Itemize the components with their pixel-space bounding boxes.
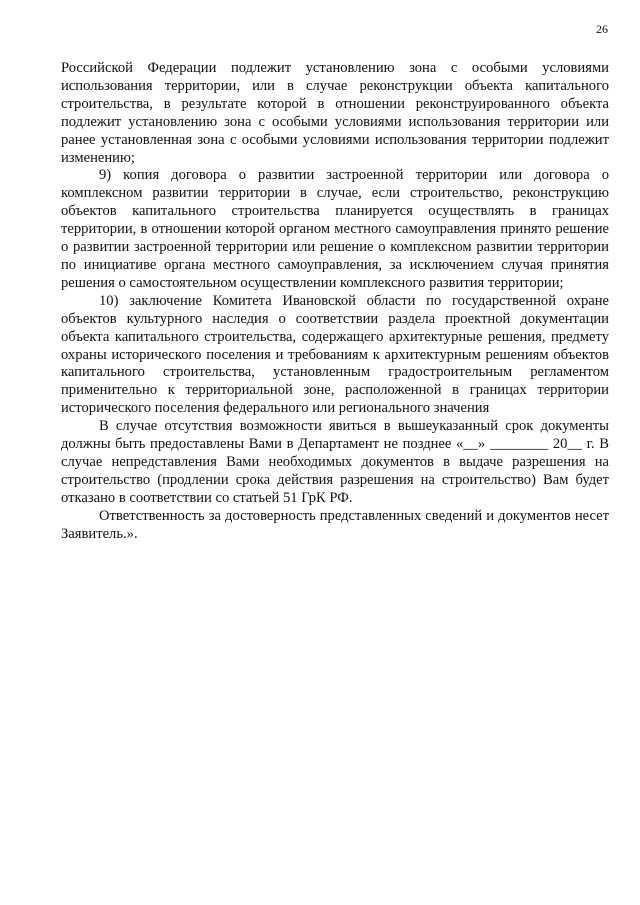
paragraph-item-10: 10) заключение Комитета Ивановской области по государственной охране объектов культурного наследия о соответствии раздела проектной документации объекта капитального строительства, содержащего архитектурные решения, предмету охраны исторического поселения и требованиям к архитектурным решениям объектов капитального строительства, установленным градостроительным регламентом применительно к территориальной зоне, расположенной в границах территории исторического поселения федерального или регионального значения	[61, 292, 609, 417]
paragraph-deadline-notice: В случае отсутствия возможности явиться в вышеуказанный срок документы должны быть предоставлены Вами в Департамент не позднее «__» ________ 20__ г. В случае непредставления Вами необходимых документов в выдаче разрешения на строительство (продлении срока действия разрешения на строительство) Вам будет отказано в соответствии со статьей 51 ГрК РФ.	[61, 418, 609, 506]
document-body	[61, 60, 609, 543]
page-number: 26	[596, 22, 608, 36]
paragraph-item-9: 9) копия договора о развитии застроенной территории или договора о комплексном развитии территории в случае, если строительство, реконструкцию объектов капитального строительства планируется осуществлять в границах территории, в отношении которой органом местного самоуправления принято решение о развитии застроенной территории или решение о комплексном развитии территории по инициативе органа местного самоуправления, за исключением случая принятия решения о самостоятельном осуществлении комплексного развития территории;	[61, 167, 609, 291]
paragraph-zone-continuation: Российской Федерации подлежит установлению зона с особыми условиями использования территории, или в случае реконструкции объекта капитального строительства, в результате которой в отношении реконструированного объекта подлежит установлению зона с особыми условиями использования территории или ранее установленная зона с особыми условиями использования территории подлежит изменению;	[61, 60, 609, 166]
paragraph-responsibility: Ответственность за достоверность представленных сведений и документов несет Заявитель.».	[61, 507, 609, 542]
